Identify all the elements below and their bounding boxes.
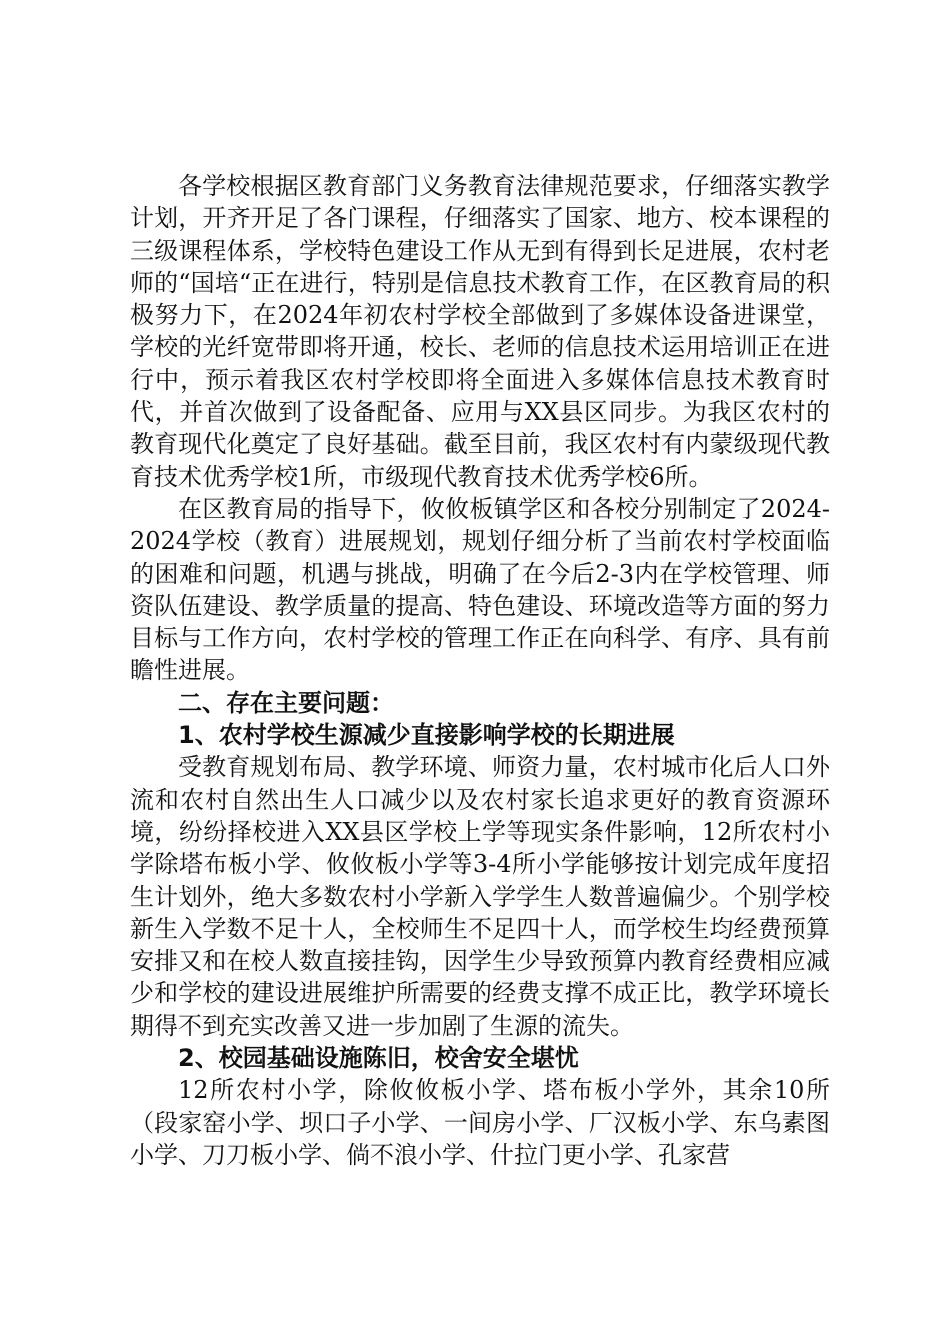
document-body <box>130 170 830 1171</box>
body-paragraph: 12所农村小学，除攸攸板小学、塔布板小学外，其余10所（段家窑小学、坝口子小学、一间房小学、厂汉板小学、东乌素图小学、刀刀板小学、倘不浪小学、什拉门更小学、孔家营 <box>130 1076 830 1169</box>
body-paragraph: 受教育规划布局、教学环境、师资力量，农村城市化后人口外流和农村自然出生人口减少以及农村家长追求更好的教育资源环境，纷纷择校进入XX县区学校上学等现实条件影响，12所农村小学除塔布板小学、攸攸板小学等3-4所小学能够按计划完成年度招生计划外，绝大多数农村小学新入学学生人数普遍偏少。个别学校新生入学数不足十人，全校师生不足四十人，而学校生均经费预算安排又和在校人数直接挂钩，因学生少导致预算内教育经费相应减少和学校的建设进展维护所需要的经费支撑不成正比，教学环境长期得不到充实改善又进一步加剧了生源的流失。 <box>130 753 830 1040</box>
subsection-heading: 2、校园基础设施陈旧，校舍安全堪忧 <box>178 1044 579 1073</box>
subsection-heading: 1、农村学校生源减少直接影响学校的长期进展 <box>178 721 675 750</box>
body-paragraph: 在区教育局的指导下，攸攸板镇学区和各校分别制定了2024-2024学校（教育）进展规划，规划仔细分析了当前农村学校面临的困难和问题，机遇与挑战，明确了在今后2-3内在学校管理、师资队伍建设、教学质量的提高、特色建设、环境改造等方面的努力目标与工作方向，农村学校的管理工作正在向科学、有序、具有前瞻性进展。 <box>130 494 830 685</box>
body-paragraph: 各学校根据区教育部门义务教育法律规范要求，仔细落实教学计划，开齐开足了各门课程，仔细落实了国家、地方、校本课程的三级课程体系，学校特色建设工作从无到有得到长足进展，农村老师的“国培“正在进行，特别是信息技术教育工作，在区教育局的积极努力下，在2024年初农村学校全部做到了多媒体设备进课堂，学校的光纤宽带即将开通，校长、老师的信息技术运用培训正在进行中，预示着我区农村学校即将全面进入多媒体信息技术教育时代，并首次做到了设备配备、应用与XX县区同步。为我区农村的教育现代化奠定了良好基础。截至目前，我区农村有内蒙级现代教育技术优秀学校1所，市级现代教育技术优秀学校6所。 <box>130 172 830 491</box>
section-heading: 二、存在主要问题： <box>178 688 394 717</box>
